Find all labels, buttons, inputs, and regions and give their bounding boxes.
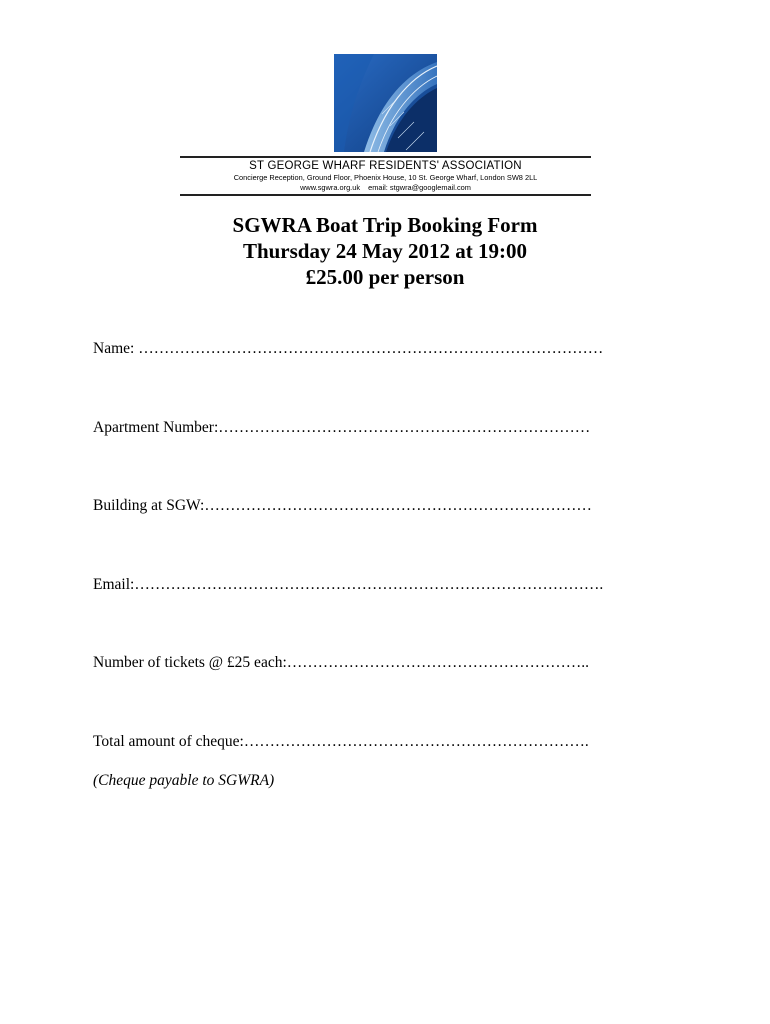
wharf-logo-image	[334, 54, 437, 152]
title-line-1: SGWRA Boat Trip Booking Form	[232, 213, 538, 237]
email-link[interactable]: email: stgwra@googlemail.com	[368, 183, 471, 192]
logo	[334, 54, 437, 152]
apartment-number-field[interactable]: Apartment Number:………………………………………………………………	[93, 419, 591, 436]
association-address: Concierge Reception, Ground Floor, Phoenix House, 10 St. George Wharf, London SW8 2LL	[233, 173, 538, 182]
email-field[interactable]: Email:……………………………………………………………………………….	[93, 576, 604, 593]
tickets-field[interactable]: Number of tickets @ £25 each:…………………………………………………..	[93, 654, 590, 671]
name-field[interactable]: Name: ………………………………………………………………………………	[93, 340, 604, 357]
form-title	[0, 212, 770, 290]
title-line-2: Thursday 24 May 2012 at 19:00	[242, 239, 528, 263]
building-field[interactable]: Building at SGW:…………………………………………………………………	[93, 497, 592, 514]
cheque-amount-field[interactable]: Total amount of cheque:………………………………………………………….	[93, 733, 589, 750]
website-link[interactable]: www.sgwra.org.uk	[300, 183, 361, 192]
association-contact	[180, 183, 591, 193]
association-name: ST GEORGE WHARF RESIDENTS' ASSOCIATION	[249, 160, 522, 172]
cheque-note: (Cheque payable to SGWRA)	[93, 772, 275, 789]
letterhead	[180, 156, 591, 196]
title-line-3: £25.00 per person	[305, 265, 465, 289]
